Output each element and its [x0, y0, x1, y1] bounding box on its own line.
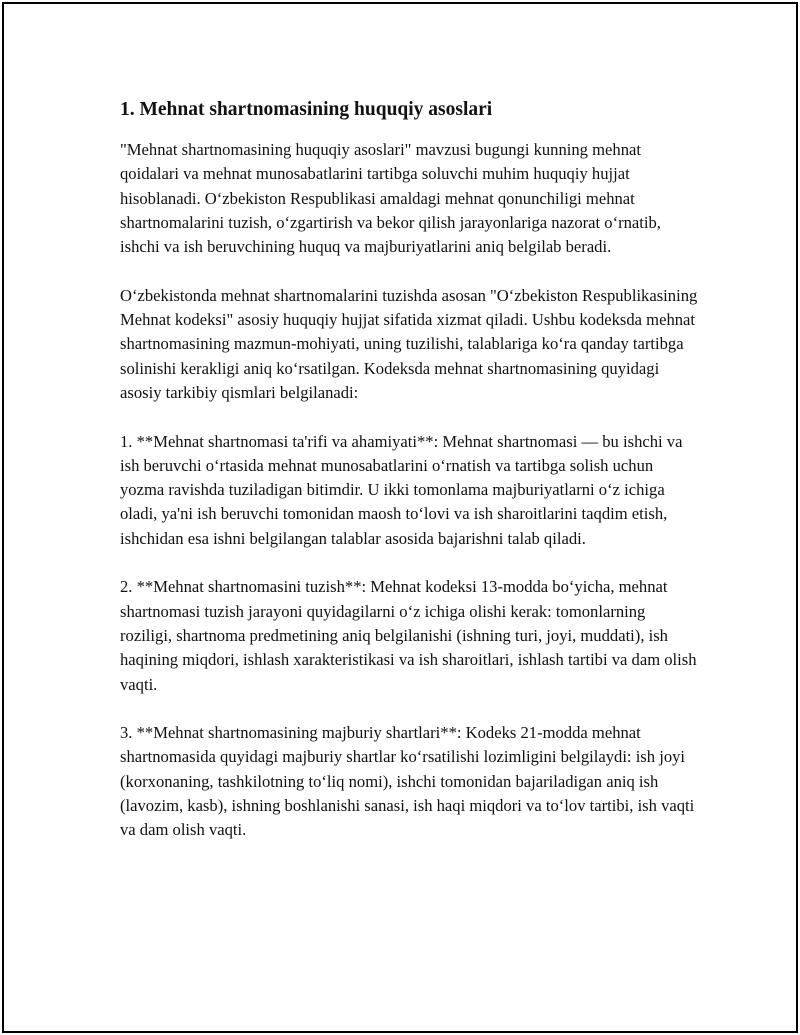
page-frame — [2, 2, 798, 1033]
paragraph-intro: "Mehnat shartnomasining huquqiy asoslari" mavzusi bugungi kunning mehnat qoidalari va mehnat munosabatlarini tartibga soluvchi muhim huquqiy hujjat hisoblanadi. O‘zbekiston Respublikasi amaldagi mehnat qonunchiligi mehnat shartnomalarini tuzish, o‘zgartirish va bekor qilish jarayonlariga nazorat o‘rnatib, ishchi va ish beruvchining huquq va majburiyatlarini aniq belgilab beradi. — [120, 140, 661, 257]
paragraph-labor-code: O‘zbekistonda mehnat shartnomalarini tuzishda asosan "O‘zbekiston Respublikasining Mehnat kodeksi" asosiy huquqiy hujjat sifatida xizmat qiladi. Ushbu kodeksda mehnat shartnomasining mazmun-mohiyati, uning tuzilishi, talablariga ko‘ra qanday tartibga solinishi kerakligi aniq ko‘rsatilgan. Kodeksda mehnat shartnomasining quyidagi asosiy tarkibiy qismlari belgilanadi: — [120, 285, 698, 402]
paragraph-item-2: 2. **Mehnat shartnomasini tuzish**: Mehnat kodeksi 13-modda bo‘yicha, mehnat shartnomasi tuzish jarayoni quyidagilarni o‘z ichiga olishi kerak: tomonlarning roziligi, shartnoma predmetining aniq belgilanishi (ishning turi, joyi, muddati), ish haqining miqdori, ishlash xarakteristikasi va ish sharoitlari, ishlash tartibi va dam olish vaqti. — [120, 577, 697, 694]
paragraph-item-3: 3. **Mehnat shartnomasining majburiy shartlari**: Kodeks 21-modda mehnat shartnomasida quyidagi majburiy shartlar ko‘rsatilishi lozimligini belgilaydi: ish joyi (korxonaning, tashkilotning to‘liq nomi), ishchi tomonidan bajariladigan aniq ish (lavozim, kasb), ishning boshlanishi sanasi, ish haqi miqdori va to‘lov tartibi, ish vaqti va dam olish vaqti. — [120, 723, 695, 840]
section-heading: 1. Mehnat shartnomasining huquqiy asoslari — [120, 99, 493, 120]
paragraph-item-1: 1. **Mehnat shartnomasi ta'rifi va ahamiyati**: Mehnat shartnomasi — bu ishchi va ish beruvchi o‘rtasida mehnat munosabatlarini o‘rnatish va tartibga solish uchun yozma ravishda tuziladigan bitimdir. U ikki tomonlama majburiyatlarni o‘z ichiga oladi, ya'ni ish beruvchi tomonidan maosh to‘lovi va ish sharoitlarini taqdim etish, ishchidan esa ishni belgilangan talablar asosida bajarishni talab qiladi. — [120, 431, 683, 548]
document-body — [120, 98, 700, 867]
